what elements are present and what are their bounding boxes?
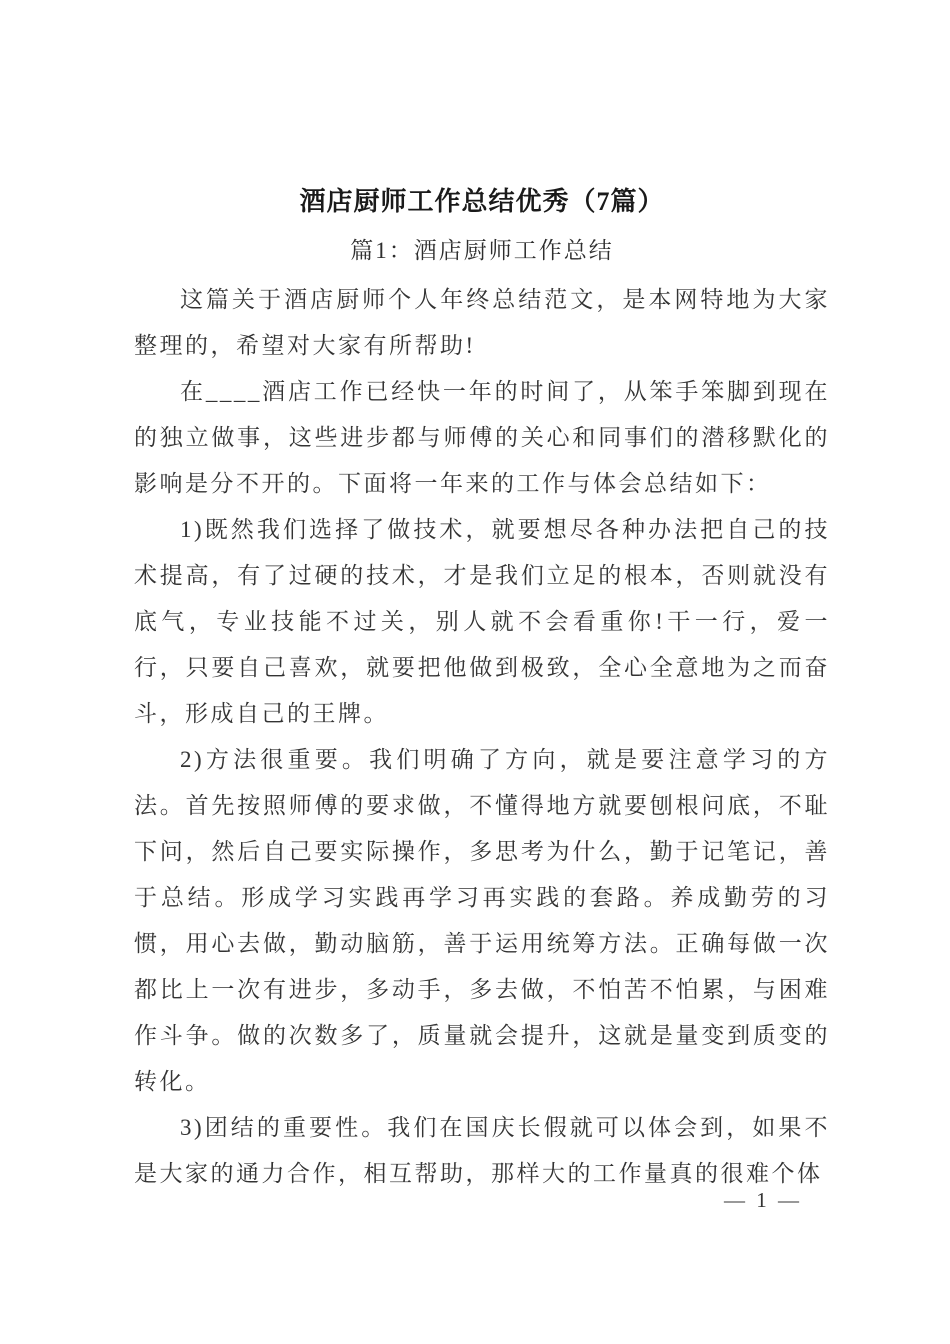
document-body	[134, 277, 830, 1197]
section-heading: 篇1：酒店厨师工作总结	[350, 238, 614, 264]
page-number: — 1 —	[724, 1188, 802, 1212]
paragraph: 3)团结的重要性。我们在国庆长假就可以体会到，如果不是大家的通力合作，相互帮助，那样大的工作量真的很难个体	[134, 1115, 830, 1187]
document-title: 酒店厨师工作总结优秀（7篇）	[299, 187, 665, 216]
paragraph: 在____酒店工作已经快一年的时间了，从笨手笨脚到现在的独立做事，这些进步都与师傅的关心和同事们的潜移默化的影响是分不开的。下面将一年来的工作与体会总结如下：	[134, 379, 830, 497]
paragraph: 2)方法很重要。我们明确了方向，就是要注意学习的方法。首先按照师傅的要求做，不懂得地方就要刨根问底，不耻下问，然后自己要实际操作，多思考为什么，勤于记笔记，善于总结。形成学习实践再学习再实践的套路。养成勤劳的习惯，用心去做，勤动脑筋，善于运用统筹方法。正确每做一次都比上一次有进步，多动手，多去做，不怕苦不怕累，与困难作斗争。做的次数多了，质量就会提升，这就是量变到质变的转化。	[134, 747, 830, 1095]
paragraph: 1)既然我们选择了做技术，就要想尽各种办法把自己的技术提高，有了过硬的技术，才是我们立足的根本，否则就没有底气，专业技能不过关，别人就不会看重你!干一行，爱一行，只要自己喜欢，就要把他做到极致，全心全意地为之而奋斗，形成自己的王牌。	[134, 517, 830, 727]
paragraph: 这篇关于酒店厨师个人年终总结范文，是本网特地为大家整理的，希望对大家有所帮助!	[134, 287, 830, 359]
